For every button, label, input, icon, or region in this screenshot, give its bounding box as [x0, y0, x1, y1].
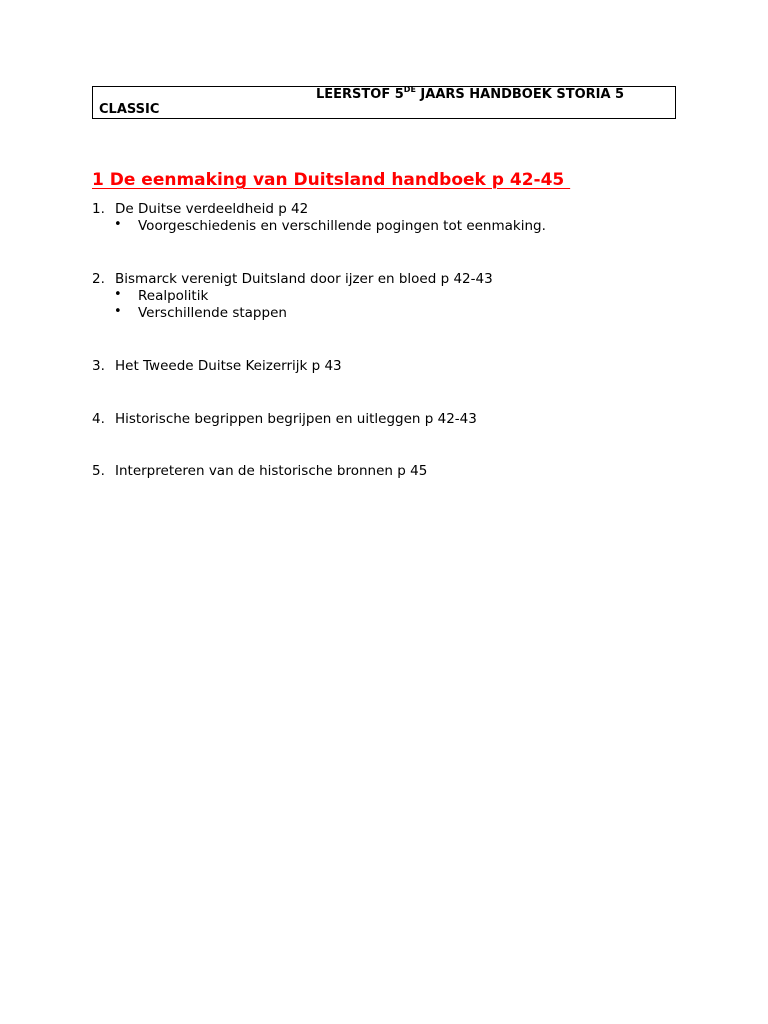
list-item-number: 3. — [92, 358, 105, 374]
sub-list-item-text: Voorgeschiedenis en verschillende pogingen tot eenmaking. — [138, 218, 546, 234]
header-title-superscript: DE — [403, 84, 416, 94]
bullet-icon: • — [114, 287, 122, 302]
section-title: 1 De eenmaking van Duitsland handboek p 42-45 — [92, 170, 571, 190]
list-item-number: 4. — [92, 411, 105, 427]
list-item-number: 1. — [92, 201, 105, 217]
list-item-text: Het Tweede Duitse Keizerrijk p 43 — [115, 358, 342, 374]
header-title-prefix: LEERSTOF 5 — [316, 87, 404, 102]
list-item-text: Historische begrippen begrijpen en uitleggen p 42-43 — [115, 411, 477, 427]
header-title-line2: CLASSIC — [99, 102, 160, 117]
list-item-text: Interpreteren van de historische bronnen p 45 — [115, 463, 428, 479]
sub-list-item-text: Realpolitik — [138, 288, 209, 304]
list-item-number: 2. — [92, 271, 105, 287]
list-item-text: Bismarck verenigt Duitsland door ijzer en bloed p 42-43 — [115, 271, 493, 287]
sub-list-item-text: Verschillende stappen — [138, 305, 287, 321]
list-item-number: 5. — [92, 463, 105, 479]
bullet-icon: • — [114, 304, 122, 319]
bullet-icon: • — [114, 217, 122, 232]
list-item-text: De Duitse verdeeldheid p 42 — [115, 201, 309, 217]
header-title-suffix: JAARS HANDBOEK STORIA 5 — [415, 87, 625, 102]
header-box — [92, 86, 676, 119]
header-title-line1 — [316, 84, 625, 103]
